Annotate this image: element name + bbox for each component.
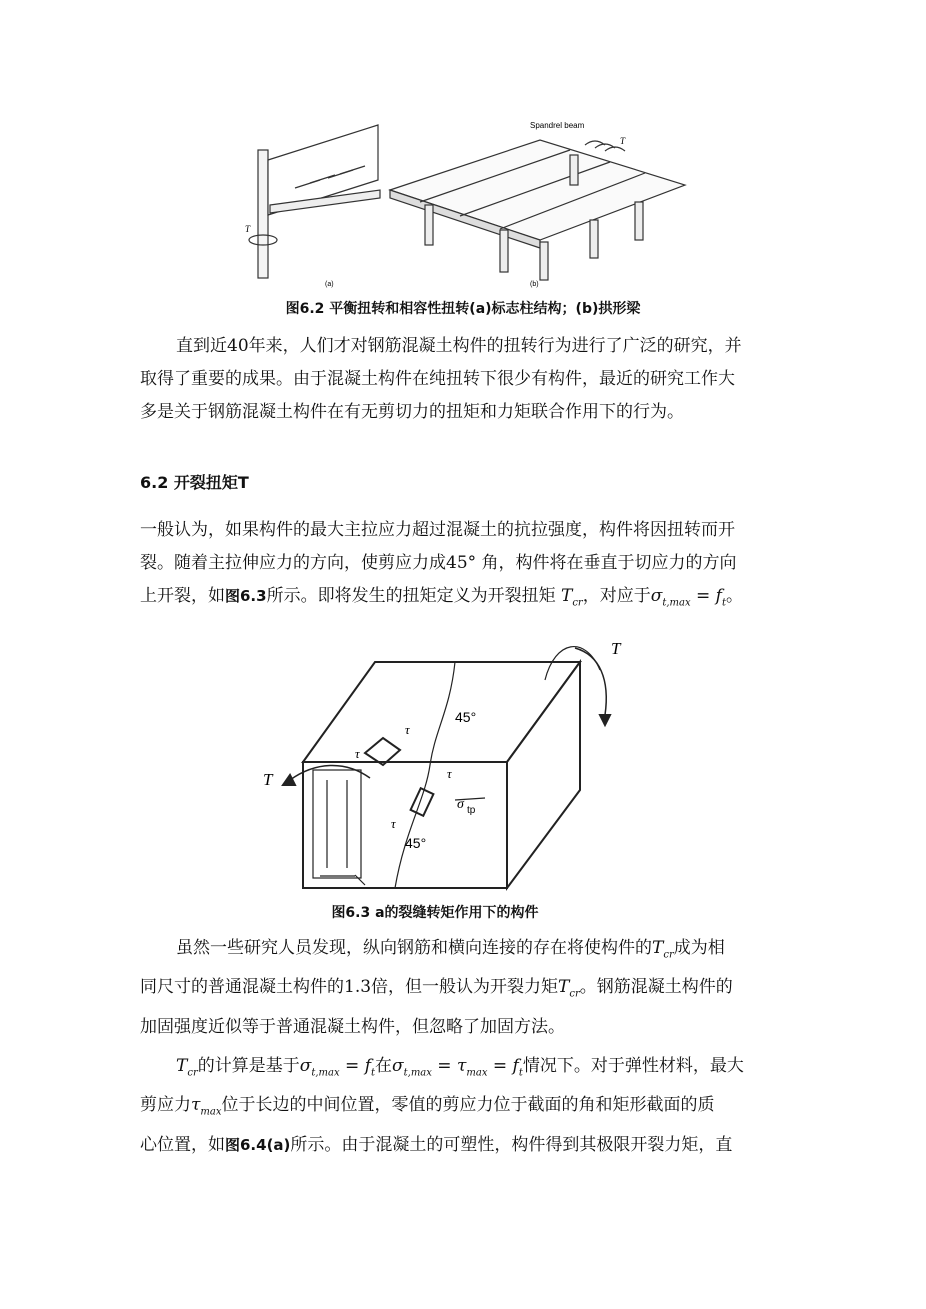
paragraph-2: 一般认为，如果构件的最大主拉应力超过混凝土的抗拉强度，构件将因扭转而开 裂。随着主拉伸应力的方向，使剪应力成45° 角，构件将在垂直于切应力的方向 上开裂，如图6.3所示。即将发生的扭矩定义为开裂扭矩 $T_{cr}$，对应于$\sigma_{t,max} = f_t$。 bbox=[140, 520, 743, 609]
svg-text:τ: τ bbox=[405, 722, 410, 737]
label-spandrel: Spandrel beam bbox=[530, 121, 585, 130]
figure-6-3-caption: 图6.3 a的裂缝转矩作用下的构件 bbox=[331, 905, 539, 921]
svg-text:τ: τ bbox=[447, 766, 452, 781]
fig-ref-6-4a[interactable]: 图6.4(a) bbox=[225, 1135, 291, 1154]
fig-ref-6-3[interactable]: 图6.3 bbox=[225, 587, 267, 605]
figure-6-3 bbox=[255, 630, 655, 895]
svg-text:τ: τ bbox=[355, 746, 360, 761]
svg-text:T: T bbox=[620, 136, 626, 146]
svg-text:σ: σ bbox=[457, 797, 464, 812]
sign-post bbox=[258, 150, 268, 278]
paragraph-1: 直到近40年来，人们才对钢筋混凝土构件的扭转行为进行了广泛的研究，并 取得了重要的成果。由于混凝土构件在纯扭转下很少有构件，最近的研究工作大 多是关于钢筋混凝土构件在有无剪切力的扭矩和力矩联合作用下的行为。 bbox=[140, 336, 742, 422]
svg-text:45°: 45° bbox=[455, 709, 477, 725]
figure-6-2-caption: 图6.2 平衡扭转和相容性扭转(a)标志柱结构；(b)拱形梁 bbox=[285, 301, 641, 317]
svg-text:45°: 45° bbox=[405, 835, 427, 851]
svg-text:tp: tp bbox=[467, 805, 476, 816]
svg-text:(a): (a) bbox=[325, 281, 334, 288]
paragraph-4: $T_{cr}$的计算是基于$\sigma_{t,max} = f_t$在$\sigma_{t,max} = \tau_{max} = f_t$情况下。对于弹性材料，最大 剪应力$\tau_{max}$位于长边的中间位置，零值的剪应力位于截面的角和矩形截面的质 心位置，如图6.4(a)所示。由于混凝土的可塑性，构件得到其极限开裂力矩，直 bbox=[140, 1056, 744, 1155]
paragraph-3: 虽然一些研究人员发现，纵向钢筋和横向连接的存在将使构件的$T_{cr}$成为相 同尺寸的普通混凝土构件的1.3倍，但一般认为开裂力矩$T_{cr}$。钢筋混凝土构件的 加固强度近似等于普通混凝土构件，但忽略了加固方法。 bbox=[140, 938, 733, 1037]
svg-text:(b): (b) bbox=[530, 281, 539, 288]
label-T-left: T bbox=[263, 770, 273, 789]
label-T-top: T bbox=[611, 639, 621, 658]
svg-text:T: T bbox=[245, 224, 251, 234]
beam-front-face bbox=[303, 762, 507, 888]
section-heading: 6.2 开裂扭矩T bbox=[140, 473, 249, 492]
figure-6-2 bbox=[240, 110, 690, 290]
svg-text:τ: τ bbox=[391, 816, 396, 831]
